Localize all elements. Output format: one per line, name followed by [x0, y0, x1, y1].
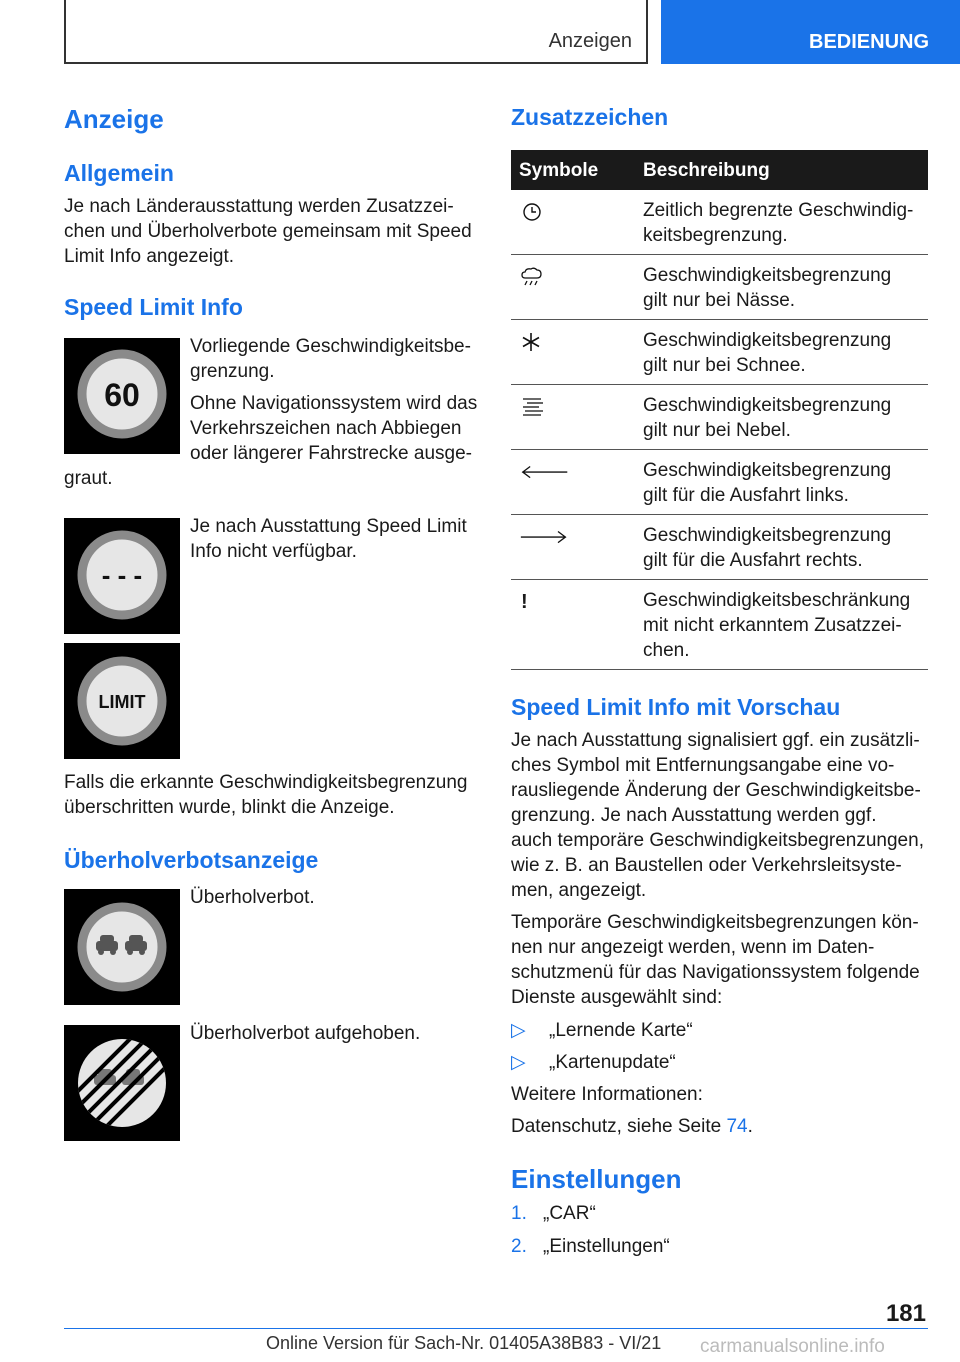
table-header-description: Beschreibung	[643, 160, 770, 181]
list-item: 2. „Einstellungen“	[511, 1236, 670, 1257]
paragraph-speed-limit-greyed-end: graut.	[64, 468, 113, 489]
page-title: Anzeige	[64, 104, 164, 134]
page-reference: Datenschutz, siehe Seite 74.	[511, 1116, 753, 1137]
no-overtaking-sign-image	[64, 889, 180, 1005]
footer-divider	[64, 1328, 928, 1329]
paragraph-speed-limit-unavailable: Je nach Ausstattung Speed Limit Info nicht verfügbar.	[190, 516, 467, 562]
paragraph-speed-limit-greyed: Ohne Navigationssystem wird das Verkehrszeichen nach Abbiegen oder längerer Fahrstrecke ausge-	[190, 393, 478, 464]
heading-speed-limit-preview: Speed Limit Info mit Vorschau	[511, 694, 841, 720]
exclamation-icon: !	[521, 591, 528, 613]
table-row: ! Geschwindigkeitsbeschränkung mit nicht erkanntem Zusatzzei- chen.	[511, 580, 928, 670]
bullet-marker: ▷	[511, 1020, 526, 1041]
arrow-left-icon	[519, 462, 571, 484]
heading-settings: Einstellungen	[511, 1164, 682, 1194]
header-chapter-label: BEDIENUNG	[809, 31, 930, 53]
table-row: Zeitlich begrenzte Geschwindig- keitsbegrenzung.	[511, 190, 928, 255]
speed-limit-unavailable-sign-image	[64, 518, 180, 634]
footer-text: Online Version für Sach-Nr. 01405A38B83 - VI/21	[266, 1333, 662, 1353]
table-header	[511, 150, 928, 190]
paragraph-speed-limit-current: Vorliegende Geschwindigkeitsbe- grenzung.	[190, 336, 471, 382]
speed-limit-60-sign-image	[64, 338, 180, 454]
caption-no-overtaking: Überholverbot.	[190, 887, 315, 908]
paragraph-speed-limit-exceeded: Falls die erkannte Geschwindigkeitsbegrenzung überschritten wurde, blinkt die Anzeige.	[64, 772, 468, 818]
heading-zusatzzeichen: Zusatzzeichen	[511, 104, 669, 130]
svg-text:- - -: - - -	[101, 560, 143, 590]
rain-cloud-icon	[519, 267, 547, 289]
speed-limit-limit-sign-image	[64, 643, 180, 759]
table-row: Geschwindigkeitsbegrenzung gilt nur bei Nebel.	[511, 385, 928, 450]
end-no-overtaking-sign-image	[64, 1025, 180, 1141]
watermark: carmanualsonline.info	[700, 1336, 885, 1357]
bullet-marker: ▷	[511, 1052, 526, 1073]
page-number: 181	[885, 1300, 926, 1327]
list-item: 1. „CAR“	[511, 1203, 596, 1224]
svg-text:LIMIT: LIMIT	[98, 692, 146, 712]
heading-allgemein: Allgemein	[64, 160, 174, 186]
speed-limit-number: 60	[104, 377, 140, 413]
supplementary-signs-table	[511, 150, 928, 670]
page-reference-link[interactable]: 74	[726, 1116, 748, 1137]
table-row: Geschwindigkeitsbegrenzung gilt nur bei Nässe.	[511, 255, 928, 320]
header-section-box	[64, 0, 648, 64]
table-row: Geschwindigkeitsbegrenzung gilt für die Ausfahrt rechts.	[511, 515, 928, 580]
paragraph-allgemein: Je nach Länderausstattung werden Zusatzzei- chen und Überholverbote gemeinsam mit Speed Limit Info angezeigt.	[64, 196, 472, 267]
list-item: ▷ „Lernende Karte“	[511, 1020, 693, 1041]
paragraph-preview-2: Temporäre Geschwindigkeitsbegrenzungen kön- nen nur angezeigt werden, wenn im Daten- schutzmenü für das Navigationssystem folgende Dienste ausgewählt sind:	[511, 912, 920, 1008]
snowflake-icon	[519, 332, 547, 354]
list-item: ▷ „Kartenupdate“	[511, 1052, 676, 1073]
header-section-label: Anzeigen	[548, 30, 632, 52]
fog-icon	[519, 397, 547, 419]
header-chapter-tab	[661, 0, 960, 64]
clock-icon	[519, 202, 547, 224]
table-row: Geschwindigkeitsbegrenzung gilt für die Ausfahrt links.	[511, 450, 928, 515]
heading-overtaking: Überholverbotsanzeige	[64, 847, 319, 873]
table-row: Geschwindigkeitsbegrenzung gilt nur bei Schnee.	[511, 320, 928, 385]
more-info-label: Weitere Informationen:	[511, 1084, 703, 1105]
caption-end-no-overtaking: Überholverbot aufgehoben.	[190, 1023, 421, 1044]
heading-speed-limit-info: Speed Limit Info	[64, 294, 243, 320]
table-header-symbol: Symbole	[519, 160, 599, 181]
paragraph-preview-1: Je nach Ausstattung signalisiert ggf. ein zusätzli- ches Symbol mit Entfernungsangabe eine vo- rausliegende Änderung der Geschwindigkeitsbe- grenzung. Je nach Ausstattung werden ggf. auch temporäre Geschwindigkeitsbegrenzungen, wie z. B. an Baustellen oder Verkehrsleitsyste- men, angezeigt.	[511, 730, 924, 901]
arrow-right-icon	[519, 527, 571, 549]
